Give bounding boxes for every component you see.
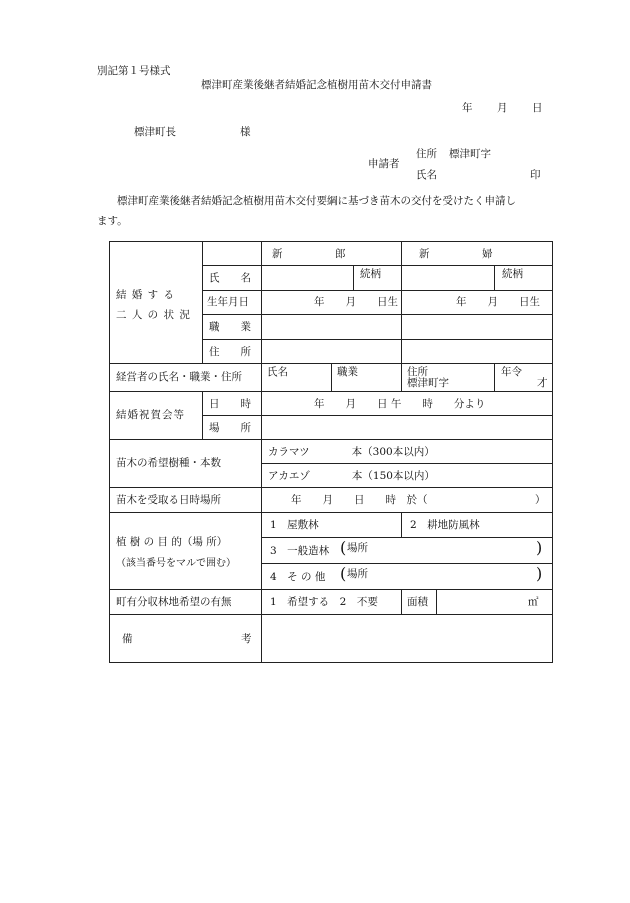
row-label-birthdate: 生年月日 xyxy=(207,296,249,308)
groom-occupation-field[interactable] xyxy=(262,315,400,338)
bride-column-header: 新 婦 xyxy=(419,248,493,260)
bride-birthdate-field[interactable]: 年 月 日生 xyxy=(456,296,540,308)
purpose-section-sublabel: （該当番号をマルで囲む） xyxy=(116,558,236,569)
forest-area-label: 面積 xyxy=(407,596,428,608)
date-day-label: 日 xyxy=(532,102,543,114)
forest-area-field[interactable] xyxy=(437,590,527,613)
form-number: 別記第１号様式 xyxy=(97,65,171,77)
row-label-celebration-datetime: 日 時 xyxy=(209,398,251,410)
groom-address-field[interactable] xyxy=(262,340,400,362)
date-month-label: 月 xyxy=(497,102,508,114)
row-label-celebration-place: 場 所 xyxy=(209,422,251,434)
applicant-address-label: 住所 xyxy=(416,148,437,160)
addressee-suffix: 様 xyxy=(240,126,251,138)
couple-section-label-1: 結 婚 す る xyxy=(116,289,176,301)
seedling-spruce-line[interactable]: アカエゾ 本（150本以内） xyxy=(268,470,435,482)
purpose-section-label: 植 樹 の 目 的（場 所） xyxy=(116,536,228,548)
purpose-option-3[interactable]: 3 一般造林 xyxy=(270,545,330,557)
manager-occupation-label[interactable]: 職業 xyxy=(337,366,358,378)
manager-address-value[interactable]: 標津町字 xyxy=(407,377,449,389)
purpose-option-2[interactable]: 2 耕地防風林 xyxy=(410,519,480,531)
bride-occupation-field[interactable] xyxy=(402,315,551,338)
seal-label: 印 xyxy=(530,169,541,181)
body-text-line2: ます。 xyxy=(97,215,128,227)
purpose-option-3-open-paren: ( xyxy=(340,538,347,557)
remarks-label-left: 備 xyxy=(122,633,133,645)
celebration-datetime-field[interactable]: 年 月 日 午 時 分より xyxy=(314,398,486,410)
applicant-label: 申請者 xyxy=(368,158,400,170)
bride-relation-label: 続柄 xyxy=(502,268,523,280)
manager-address-label: 住所 xyxy=(407,366,428,378)
date-year-label: 年 xyxy=(462,102,473,114)
couple-section-label-2: 二 人 の 状 況 xyxy=(116,309,191,321)
purpose-option-4-place-label: 場所 xyxy=(347,568,368,580)
purpose-option-4-close-paren: ) xyxy=(536,564,543,583)
receive-datetime-field[interactable]: 年 月 日 時 於（ xyxy=(291,494,428,506)
remarks-field[interactable] xyxy=(262,615,551,661)
forest-preference-options[interactable]: 1 希望する 2 不要 xyxy=(270,596,378,608)
celebration-place-field[interactable] xyxy=(262,416,551,438)
celebration-section-label: 結婚祝賀会等 xyxy=(116,409,185,421)
receive-row-label: 苗木を受取る日時場所 xyxy=(116,494,221,506)
applicant-address-value[interactable]: 標津町字 xyxy=(449,148,491,160)
row-label-occupation: 職 業 xyxy=(209,321,251,333)
groom-relation-label: 続柄 xyxy=(360,268,381,280)
row-label-name: 氏 名 xyxy=(209,272,251,284)
body-text-line1: 標津町産業後継者結婚記念植樹用苗木交付要綱に基づき苗木の交付を受けたく申請し xyxy=(117,195,516,207)
forest-row-label: 町有分収林地希望の有無 xyxy=(116,596,232,608)
purpose-option-4[interactable]: 4 そ の 他 xyxy=(270,571,326,583)
groom-birthdate-field[interactable]: 年 月 日生 xyxy=(314,296,398,308)
bride-address-field[interactable] xyxy=(402,340,551,362)
manager-name-label[interactable]: 氏名 xyxy=(267,366,288,378)
addressee: 標津町長 xyxy=(134,126,176,138)
groom-column-header: 新 郎 xyxy=(272,248,346,260)
purpose-option-3-close-paren: ) xyxy=(536,538,543,557)
groom-name-field[interactable] xyxy=(262,266,352,289)
receive-close-paren: ） xyxy=(535,494,546,506)
manager-age-label[interactable]: 年令 xyxy=(501,366,522,378)
row-label-address: 住 所 xyxy=(209,346,251,358)
purpose-option-3-place-label: 場所 xyxy=(347,542,368,554)
forest-area-unit: ㎡ xyxy=(528,596,539,608)
seedling-section-label: 苗木の希望樹種・本数 xyxy=(116,457,221,469)
bride-name-field[interactable] xyxy=(402,266,493,289)
manager-row-label: 経営者の氏名・職業・住所 xyxy=(116,371,242,383)
manager-age-unit: 才 xyxy=(537,377,548,389)
document-title: 標津町産業後継者結婚記念植樹用苗木交付申請書 xyxy=(201,79,432,91)
purpose-option-4-open-paren: ( xyxy=(340,564,347,583)
seedling-larch-line[interactable]: カラマツ 本（300本以内） xyxy=(268,446,435,458)
remarks-label-right: 考 xyxy=(241,633,252,645)
applicant-name-label: 氏名 xyxy=(416,169,437,181)
purpose-option-1[interactable]: 1 屋敷林 xyxy=(270,519,319,531)
